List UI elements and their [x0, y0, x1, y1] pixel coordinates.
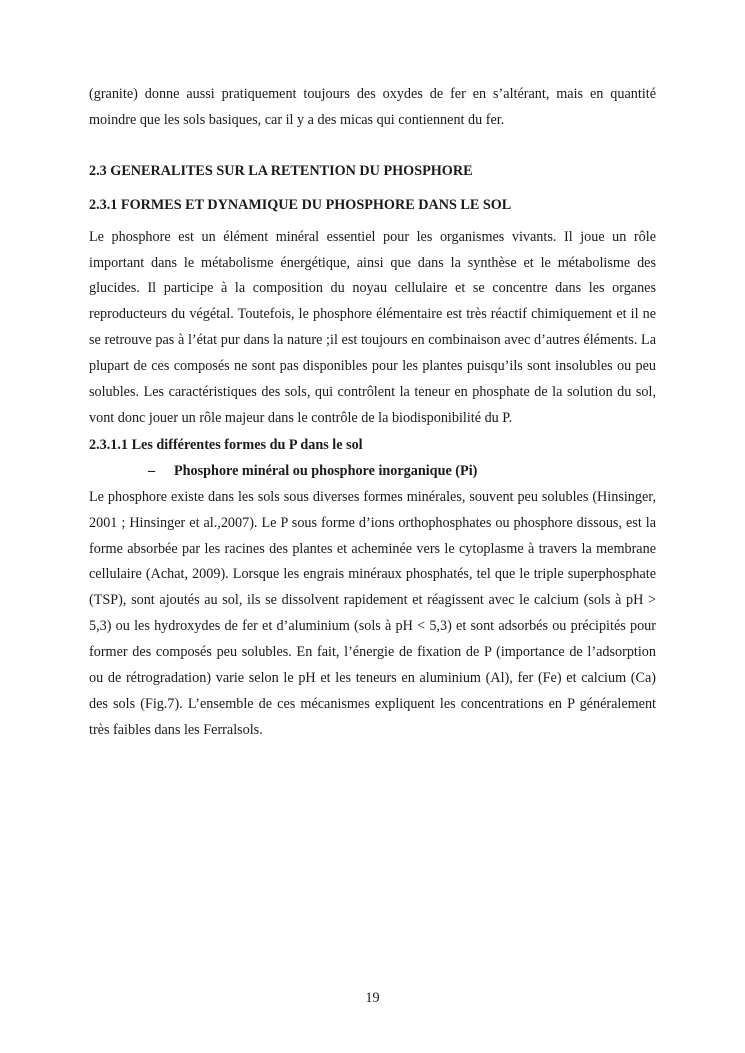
bullet-item-phosphore-mineral — [89, 459, 656, 485]
page-number: 19 — [365, 990, 380, 1006]
intro-paragraph: (granite) donne aussi pratiquement toujours des oxydes de fer en s’altérant, mais en quantité moindre que les sols basiques, car il y a des micas qui contiennent du fer. — [89, 86, 656, 128]
bullet-label: Phosphore minéral ou phosphore inorganique (Pi) — [174, 462, 478, 479]
document-page — [89, 82, 656, 744]
section-heading-2-3: 2.3 GENERALITES SUR LA RETENTION DU PHOSPHORE — [89, 162, 473, 179]
subsubsection-heading-2-3-1-1: 2.3.1.1 Les différentes formes du P dans le sol — [89, 436, 363, 453]
mineral-paragraph: Le phosphore existe dans les sols sous diverses formes minérales, souvent peu solubles (Hinsinger, 2001 ; Hinsinger et al.,2007). Le P sous forme d’ions orthophosphates ou phosphore dissous, est la forme absorbée par les racines des plantes et acheminée vers le cytoplasme à travers la membrane cellulaire (Achat, 2009). Lorsque les engrais minéraux phosphatés, tel que le triple superphosphate (TSP), sont ajoutés au sol, ils se dissolvent rapidement et réagissent avec le calcium (sols à pH > 5,3) ou les hydroxydes de fer et d’aluminium (sols à pH < 5,3) et sont adsorbés ou précipités pour former des composés peu solubles. En fait, l’énergie de fixation de P (importance de l’adsorption ou de rétrogradation) varie selon le pH et les teneurs en aluminium (Al), fer (Fe) et calcium (Ca) des sols (Fig.7). L’ensemble de ces mécanismes expliquent les concentrations en P généralement très faibles dans les Ferralsols. — [89, 488, 656, 738]
bullet-dash: – — [148, 462, 156, 479]
subsection-heading-2-3-1: 2.3.1 FORMES ET DYNAMIQUE DU PHOSPHORE DANS LE SOL — [89, 196, 512, 213]
phosphore-paragraph: Le phosphore est un élément minéral essentiel pour les organismes vivants. Il joue un rôle important dans le métabolisme énergétique, ainsi que dans la synthèse et le métabolisme des glucides. Il participe à la composition du noyau cellulaire et se concentre dans les organes reproducteurs du végétal. Toutefois, le phosphore élémentaire est très réactif chimiquement et il ne se retrouve pas à l’état pur dans la nature ;il est toujours en combinaison avec d’autres éléments. La plupart de ces composés ne sont pas disponibles pour les plantes puisqu’ils sont insolubles ou peu solubles. Les caractéristiques des sols, qui contrôlent la teneur en phosphate de la solution du sol, vont donc jouer un rôle majeur dans le contrôle de la biodisponibilité du P. — [89, 228, 656, 426]
